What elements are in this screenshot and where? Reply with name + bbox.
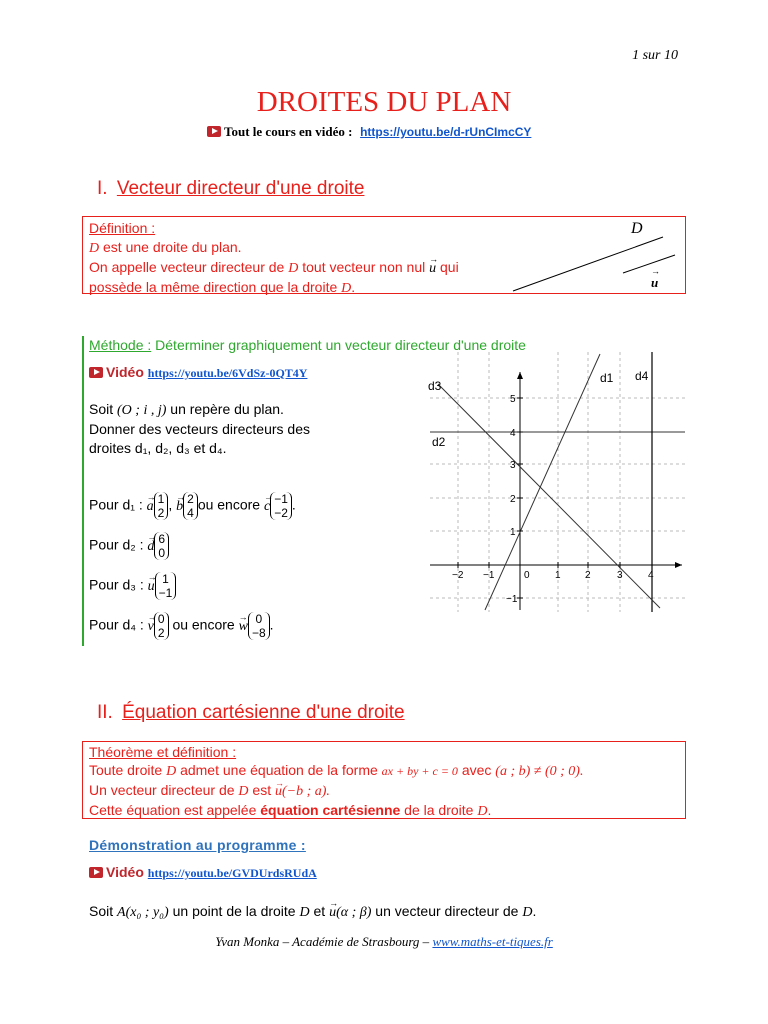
intro-frame: (O ; i , j)	[117, 403, 167, 418]
youtube-play-icon	[207, 126, 221, 137]
definition-line3-end: .	[351, 279, 356, 295]
x-tick-label: 2	[585, 570, 591, 581]
demo-video-label: Vidéo	[106, 864, 144, 880]
demo-video-link[interactable]: https://youtu.be/GVDUrdsRUdA	[147, 866, 317, 880]
section2-number: II.	[97, 702, 113, 723]
var-D: D	[299, 905, 310, 920]
figure-vector-label: → u	[651, 275, 658, 291]
coord: 1	[162, 572, 169, 586]
method-video-label: Vidéo	[106, 364, 144, 380]
y-tick-label: 3	[510, 460, 516, 471]
coord: −1	[274, 492, 288, 506]
intro-soit: Soit	[89, 401, 118, 417]
answer-d3	[89, 572, 176, 600]
line-d3	[438, 384, 660, 608]
var-D: D	[238, 784, 249, 799]
var-D: D	[166, 764, 177, 779]
theorem-line3-end: .	[487, 802, 492, 818]
method-intro	[89, 400, 349, 458]
course-video-line	[207, 124, 531, 140]
coord: 2	[157, 626, 165, 640]
vector-d: → d	[147, 537, 154, 556]
answer-d4: Pour d₄ : → v 0 2 ou encore → w 0 −8 .	[89, 612, 274, 640]
soit-text: Soit	[89, 903, 118, 919]
youtube-play-icon	[89, 867, 103, 878]
coord: −2	[274, 506, 288, 520]
vector-u: → u	[429, 259, 436, 278]
coord: 6	[158, 532, 166, 546]
label-d3: d3	[428, 379, 442, 393]
x-tick-label: 1	[555, 570, 561, 581]
definition-line2-post: tout vecteur non nul	[298, 259, 430, 275]
coord: 0	[157, 612, 165, 626]
soit-end: .	[532, 903, 537, 919]
vector-u-coords: (−b ; a).	[282, 784, 330, 799]
answer-d1: Pour d₁ : → a 1 2 , → b 2 4 ou encore → c −1 −2 .	[89, 492, 296, 520]
x-tick-label: 0	[524, 570, 530, 581]
var-D: D	[341, 281, 352, 296]
or-text: ou encore	[197, 496, 261, 513]
theorem-line3: Cette équation est appelée	[89, 802, 261, 818]
vector-v: → v	[148, 617, 154, 636]
x-axis-arrow	[675, 562, 682, 568]
intro-post: un repère du plan.	[166, 401, 284, 417]
method-video-line	[89, 364, 307, 381]
y-axis-arrow	[517, 372, 523, 379]
vector-c: → c	[264, 497, 270, 516]
x-tick-label: −2	[452, 570, 464, 581]
theorem-bold: équation cartésienne	[260, 802, 401, 818]
vector-u-coords: (α ; β)	[336, 905, 372, 920]
var-D: D	[477, 804, 488, 819]
vector-a-coords	[154, 492, 169, 520]
vector-c-coords	[270, 492, 292, 520]
vector-u-arrow	[623, 255, 675, 273]
section2-heading	[97, 702, 405, 724]
x-tick-label: 3	[617, 570, 623, 581]
label-d1: d1	[600, 371, 614, 385]
vector-a: → a	[147, 497, 154, 516]
intro-line3: droites d₁, d₂, d₃ et d₄.	[89, 440, 227, 456]
intro-line2: Donner des vecteurs directeurs des	[89, 421, 310, 437]
method-title: Déterminer graphiquement un vecteur directeur d'une droite	[151, 337, 526, 353]
vector-u: → u	[275, 783, 282, 801]
vector-d-coords	[154, 532, 169, 560]
definition-heading: Définition :	[89, 220, 156, 236]
var-D: D	[522, 905, 533, 920]
section1-heading	[97, 178, 364, 200]
vector-u-coords	[155, 572, 177, 600]
method-border	[82, 336, 84, 646]
course-video-label: Tout le cours en vidéo :	[224, 124, 353, 139]
or-text: ou encore	[172, 616, 235, 633]
y-tick-label: −1	[506, 594, 518, 605]
line-d1	[485, 354, 600, 610]
line-labels	[428, 369, 649, 449]
definition-line2: On appelle vecteur directeur de	[89, 259, 289, 275]
page-number: 1 sur 10	[632, 48, 678, 63]
vector-u: → u	[329, 903, 336, 922]
theorem-line2-mid: est	[248, 782, 275, 798]
vector-w-coords	[248, 612, 270, 640]
answer-d4-label: Pour d₄ :	[89, 616, 144, 633]
method-video-link[interactable]: https://youtu.be/6VdSz-0QT4Y	[147, 366, 308, 380]
vector-b-coords	[183, 492, 198, 520]
vector-b: → b	[176, 497, 183, 516]
coord: 2	[187, 492, 194, 506]
footer-text: Yvan Monka – Académie de Strasbourg –	[215, 934, 433, 949]
answer-d1-label: Pour d₁ :	[89, 496, 143, 513]
coord: 2	[157, 506, 165, 520]
coord: 0	[158, 546, 166, 560]
line-D	[513, 237, 663, 291]
section1-number: I.	[97, 178, 108, 199]
method-heading: Méthode :	[89, 337, 152, 353]
vector-w: → w	[239, 617, 248, 636]
theorem-box	[82, 741, 686, 819]
theorem-condition: (a ; b) ≠ (0 ; 0).	[495, 764, 584, 779]
demo-soit-line	[89, 902, 536, 922]
vector-u: → u	[148, 577, 155, 596]
theorem-avec: avec	[457, 762, 496, 778]
figure-line-label: D	[631, 220, 643, 237]
coord: 4	[187, 506, 194, 520]
demo-video-line	[89, 864, 317, 881]
label-d2: d2	[432, 435, 446, 449]
cartesian-equation: ax + by + c = 0	[381, 764, 458, 778]
answer-d2	[89, 532, 169, 560]
theorem-heading: Théorème et définition :	[89, 744, 237, 760]
page-title: DROITES DU PLAN	[256, 86, 512, 118]
y-tick-label: 2	[510, 494, 516, 505]
footer-link[interactable]: www.maths-et-tiques.fr	[432, 934, 553, 949]
var-D: D	[288, 261, 299, 276]
definition-box	[82, 216, 686, 294]
section2-title: Équation cartésienne d'une droite	[122, 702, 405, 723]
definition-line3: possède la même direction que la droite	[89, 279, 342, 295]
theorem-line1: Toute droite	[89, 762, 167, 778]
point-A: A(x₀ ; y₀)	[117, 905, 169, 920]
label-d4: d4	[635, 369, 649, 383]
theorem-line1-mid: admet une équation de la forme	[176, 762, 382, 778]
soit-et: et	[309, 903, 330, 919]
answer-d2-label: Pour d₂ :	[89, 536, 144, 553]
answer-d3-label: Pour d₃ :	[89, 576, 144, 593]
footer	[0, 934, 768, 950]
soit-mid: un point de la droite	[168, 903, 300, 919]
coord: −8	[251, 626, 266, 640]
definition-line2-end: qui	[436, 259, 459, 275]
var-D: D	[89, 241, 100, 256]
x-tick-label: 4	[648, 570, 654, 581]
course-video-link[interactable]: https://youtu.be/d-rUnCImcCY	[360, 125, 532, 139]
section1-title: Vecteur directeur d'une droite	[116, 178, 365, 199]
demo-heading: Démonstration au programme :	[89, 837, 306, 853]
theorem-line2: Un vecteur directeur de	[89, 782, 239, 798]
y-tick-label: 4	[510, 428, 516, 439]
y-tick-label: 5	[510, 394, 516, 405]
coord: 1	[157, 492, 165, 506]
youtube-play-icon	[89, 367, 103, 378]
coord: −1	[158, 586, 173, 600]
coord: 0	[255, 612, 263, 626]
coordinate-graph	[420, 352, 690, 612]
soit-post: un vecteur directeur de	[371, 903, 523, 919]
x-tick-label: −1	[483, 570, 495, 581]
definition-line1: est une droite du plan.	[99, 239, 242, 255]
theorem-line3-post: de la droite	[400, 802, 478, 818]
y-tick-label: 1	[510, 527, 516, 538]
